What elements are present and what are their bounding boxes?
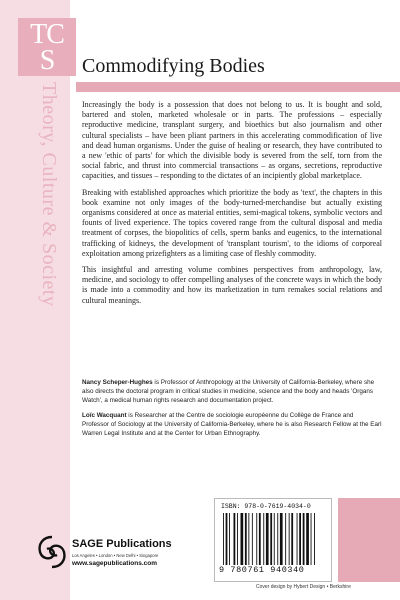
- logo-line-2: S: [39, 45, 55, 76]
- book-title: Commodifying Bodies: [82, 55, 265, 77]
- isbn-text: ISBN: 978-0-7619-4034-0: [221, 503, 311, 510]
- author-name-2: Loïc Wacquant: [82, 412, 127, 419]
- author-text-2: is Researcher at the Centre de sociologie européenne du Collège de France and Professor of Sociology at the University of California-Berkeley, where he is also Research Fellow at the Earl Warren Legal Institute and at the Center for Urban Ethnography.: [82, 412, 382, 437]
- barcode-image: [221, 513, 325, 565]
- blurb: [82, 100, 382, 312]
- barcode-number: 9 780761 940340: [219, 565, 305, 575]
- cover-design-credit: Cover design by Hybert Design • Berkshire: [256, 584, 351, 590]
- logo-line-1: TC: [30, 19, 64, 50]
- barcode-box: [214, 498, 332, 582]
- title-underline-band: [76, 82, 400, 92]
- author-bio-1: [82, 378, 382, 405]
- series-title-vertical: Theory, Culture & Society: [38, 82, 60, 307]
- publisher-cities: Los Angeles • London • New Delhi • Singapore: [72, 553, 159, 558]
- sage-logo-icon: [34, 534, 70, 570]
- blurb-paragraph-2: Breaking with established approaches which prioritize the body as 'text', the chapters in this book examine not only images of the body-turned-merchandise but actually existing organisms considered at once as material entities, semi-magical tokens, symbolic vectors and founts of lived experience. The topics covered range from the cultural disposal and media treatment of corpses, the biopolitics of cells, sperm banks and eugenics, to the international trafficking of kidneys, the development of 'transplant tourism', to the idioms of corporeal exploitation among prizefighters as a limiting case of fleshly commodity.: [82, 187, 382, 258]
- author-text-1: is Professor of Anthropology at the University of California-Berkeley, where she also directs the doctoral program in critical studies in medicine, science and the body and heads 'Organs Watch', a medical human rights research and documentation project.: [82, 379, 375, 404]
- author-name-1: Nancy Scheper-Hughes: [82, 379, 153, 386]
- author-bio-2: [82, 411, 382, 438]
- author-bios: [82, 378, 382, 444]
- blurb-paragraph-1: Increasingly the body is a possession that does not belong to us. It is bought and sold, bartered and stolen, marketed wholesale or in parts. The professions – especially reproductive medicine, transplant surgery, and bioethics but also journalism and other cultural specialists – have been pliant partners in this accelerating commodification of live and dead human organisms. Under the guise of healing or research, they have contributed to a new 'ethic of parts' for which the divisible body is severed from the self, torn from the social fabric, and thrust into commercial transactions – as organs, secretions, reproductive capacities, and tissues – responding to the dictates of an incipiently global marketplace.: [82, 100, 382, 181]
- publisher-url: www.sagepublications.com: [72, 560, 157, 567]
- publisher-block: [34, 532, 174, 576]
- corner-color-block: [338, 498, 400, 582]
- publisher-name: SAGE Publications: [72, 538, 172, 550]
- blurb-paragraph-3: This insightful and arresting volume combines perspectives from anthropology, law, medicine, and sociology to offer compelling analyses of the concrete ways in which the body is made into a commodity and how its marketization in turn remakes social relations and cultural meanings.: [82, 265, 382, 305]
- series-logo: [18, 18, 76, 76]
